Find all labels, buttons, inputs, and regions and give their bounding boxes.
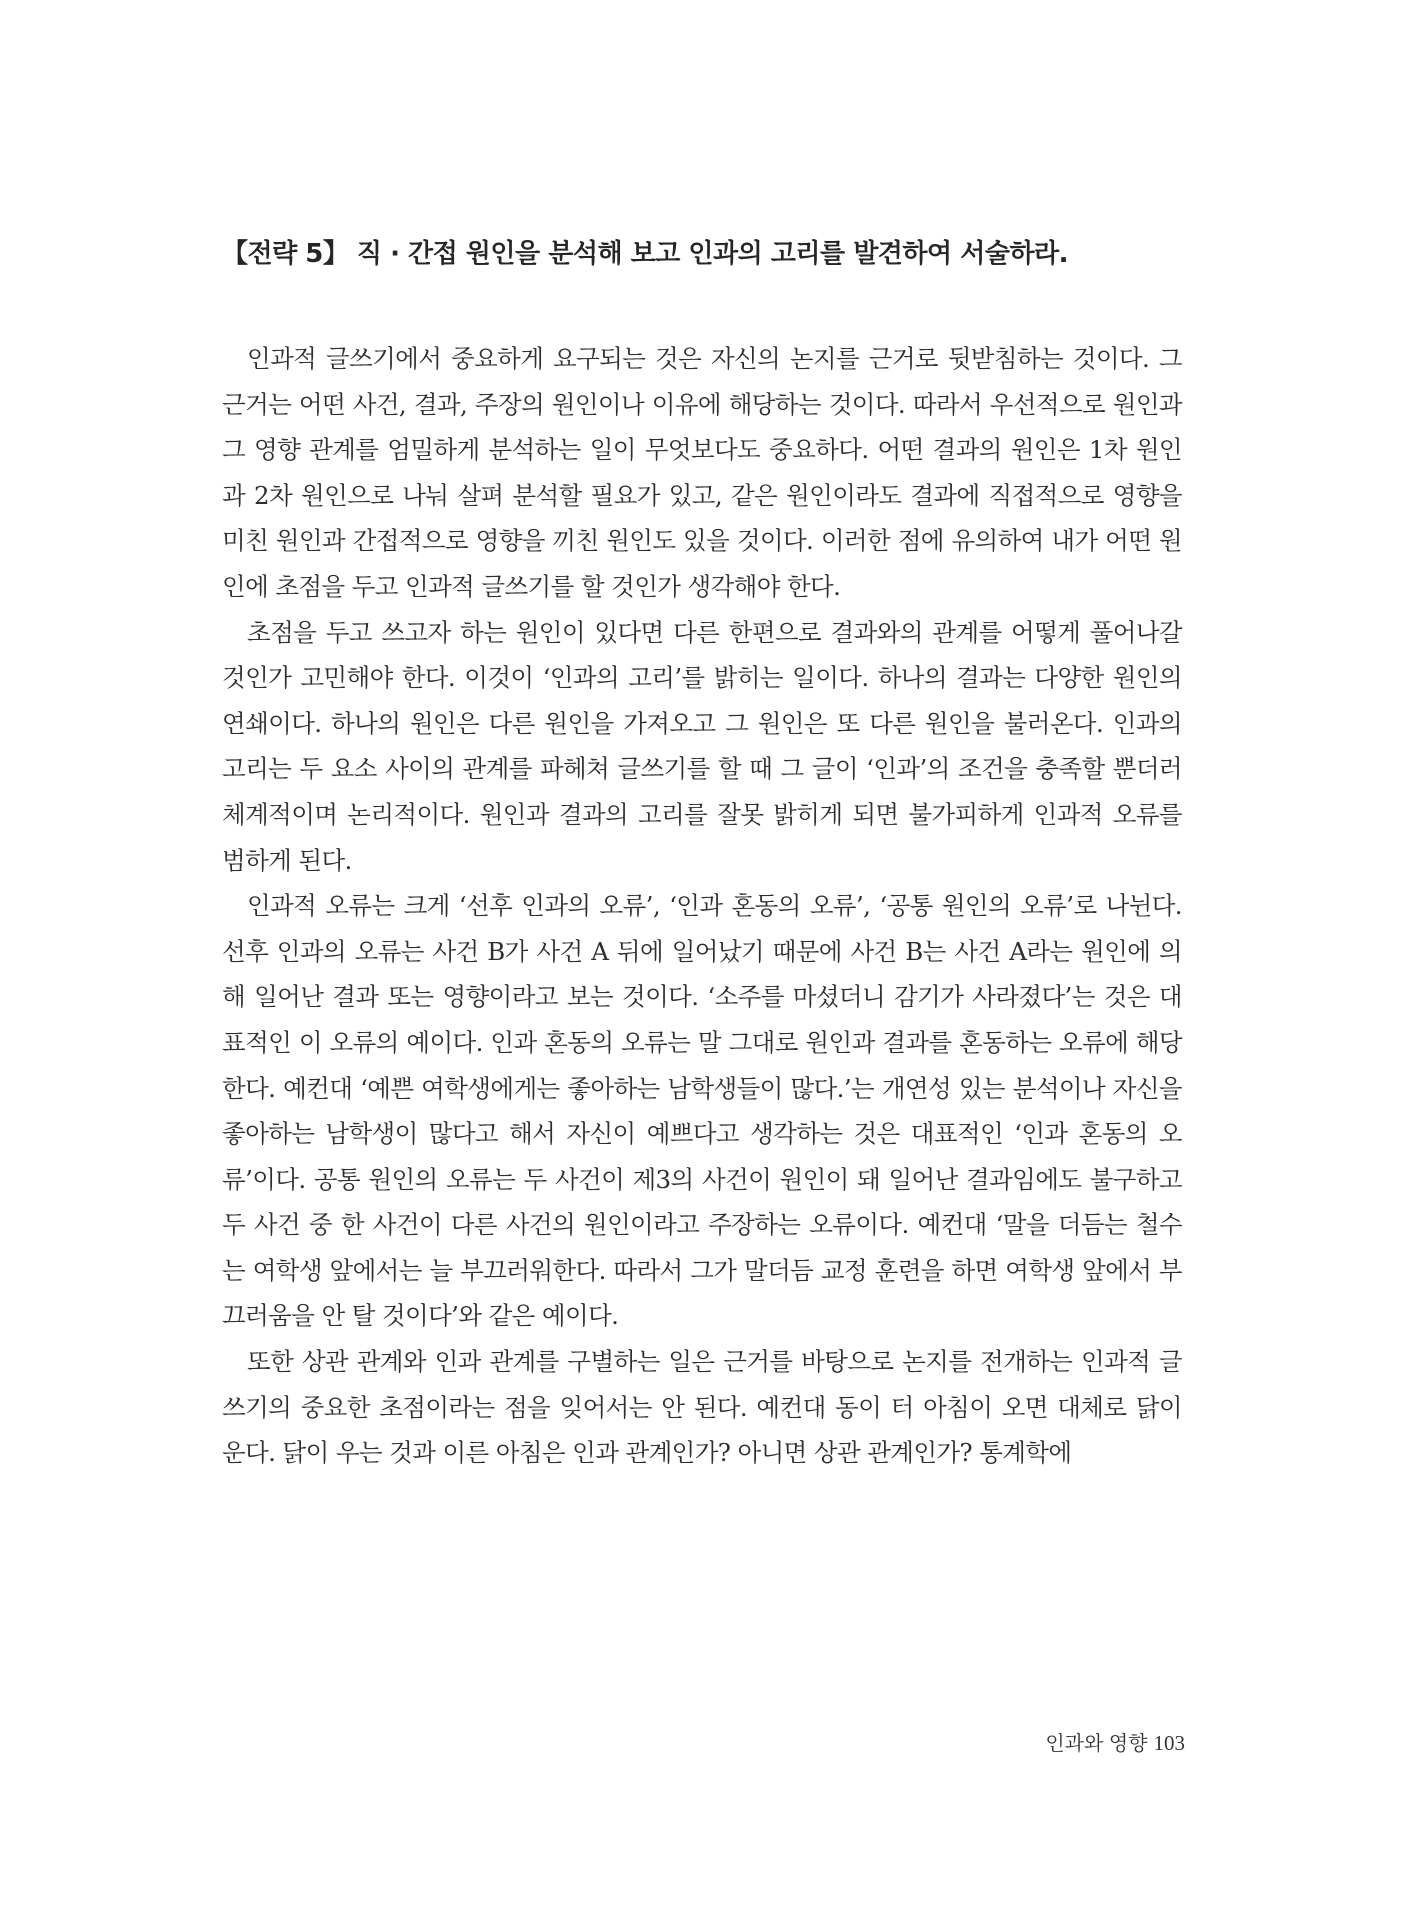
- paragraph-2: 초점을 두고 쓰고자 하는 원인이 있다면 다른 한편으로 결과와의 관계를 어떻게 풀어나갈 것인가 고민해야 한다. 이것이 ‘인과의 고리’를 밝히는 일이다. 하나의 결과는 다양한 원인의 연쇄이다. 하나의 원인은 다른 원인을 가져오고 그 원인은 또 다른 원인을 불러온다. 인과의 고리는 두 요소 사이의 관계를 파헤쳐 글쓰기를 할 때 그 글이 ‘인과’의 조건을 충족할 뿐더러 체계적이며 논리적이다. 원인과 결과의 고리를 잘못 밝히게 되면 불가피하게 인과적 오류를 범하게 된다.: [222, 617, 1182, 875]
- running-footer-title: 인과와 영향: [1045, 1733, 1148, 1755]
- section-heading: 【전략 5】 직 · 간접 원인을 분석해 보고 인과의 고리를 발견하여 서술하라.: [222, 239, 1069, 269]
- body-text: [222, 336, 1182, 1476]
- paragraph-1: 인과적 글쓰기에서 중요하게 요구되는 것은 자신의 논지를 근거로 뒷받침하는 것이다. 그 근거는 어떤 사건, 결과, 주장의 원인이나 이유에 해당하는 것이다. 따라서 우선적으로 원인과 그 영향 관계를 엄밀하게 분석하는 일이 무엇보다도 중요하다. 어떤 결과의 원인은 1차 원인과 2차 원인으로 나눠 살펴 분석할 필요가 있고, 같은 원인이라도 결과에 직접적으로 영향을 미친 원인과 간접적으로 영향을 끼친 원인도 있을 것이다. 이러한 점에 유의하여 내가 어떤 원인에 초점을 두고 인과적 글쓰기를 할 것인가 생각해야 한다.: [222, 344, 1182, 601]
- page-footer: [1045, 1729, 1185, 1758]
- paragraph-3: 인과적 오류는 크게 ‘선후 인과의 오류’, ‘인과 혼동의 오류’, ‘공통 원인의 오류’로 나뉜다. 선후 인과의 오류는 사건 B가 사건 A 뒤에 일어났기 때문에 사건 B는 사건 A라는 원인에 의해 일어난 결과 또는 영향이라고 보는 것이다. ‘소주를 마셨더니 감기가 사라졌다’는 것은 대표적인 이 오류의 예이다. 인과 혼동의 오류는 말 그대로 원인과 결과를 혼동하는 오류에 해당한다. 예컨대 ‘예쁜 여학생에게는 좋아하는 남학생들이 많다.’는 개연성 있는 분석이나 자신을 좋아하는 남학생이 많다고 해서 자신이 예쁘다고 생각하는 것은 대표적인 ‘인과 혼동의 오류’이다. 공통 원인의 오류는 두 사건이 제3의 사건이 원인이 돼 일어난 결과임에도 불구하고 두 사건 중 한 사건이 다른 사건의 원인이라고 주장하는 오류이다. 예컨대 ‘말을 더듬는 철수는 여학생 앞에서는 늘 부끄러워한다. 따라서 그가 말더듬 교정 훈련을 하면 여학생 앞에서 부끄러움을 안 탈 것이다’와 같은 예이다.: [222, 891, 1182, 1331]
- paragraph-4: 또한 상관 관계와 인과 관계를 구별하는 일은 근거를 바탕으로 논지를 전개하는 인과적 글쓰기의 중요한 초점이라는 점을 잊어서는 안 된다. 예컨대 동이 터 아침이 오면 대체로 닭이 운다. 닭이 우는 것과 이른 아침은 인과 관계인가? 아니면 상관 관계인가? 통계학에: [222, 1347, 1182, 1468]
- page-number: 103: [1153, 1731, 1185, 1755]
